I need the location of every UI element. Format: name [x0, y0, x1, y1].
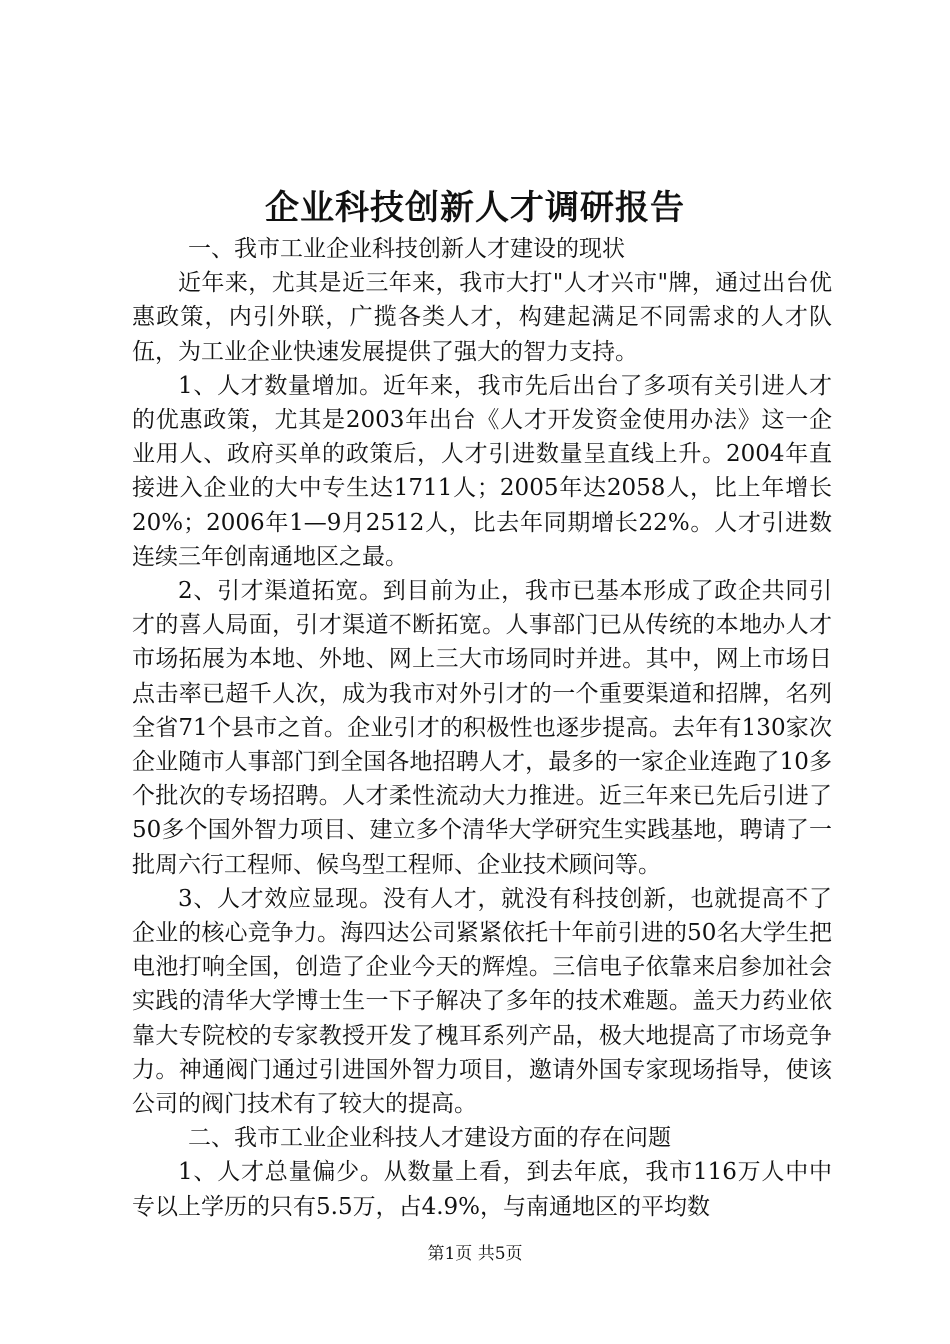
paragraph-item-2: 2、引才渠道拓宽。到目前为止，我市已基本形成了政企共同引才的喜人局面，引才渠道不断拓宽。人事部门已从传统的本地办人才市场拓展为本地、外地、网上三大市场同时并进。其中，网上市场日点击率已超千人次，成为我市对外引才的一个重要渠道和招牌，名列全省71个县市之首。企业引才的积极性也逐步提高。去年有130家次企业随市人事部门到全国各地招聘人才，最多的一家企业连跑了10多个批次的专场招聘。人才柔性流动大力推进。近三年来已先后引进了50多个国外智力项目、建立多个清华大学研究生实践基地，聘请了一批周六行工程师、候鸟型工程师、企业技术顾问等。: [132, 578, 832, 878]
paragraph-item-1: 1、人才数量增加。近年来，我市先后出台了多项有关引进人才的优惠政策，尤其是2003年出台《人才开发资金使用办法》这一企业用人、政府买单的政策后，人才引进数量呈直线上升。2004年直接进入企业的大中专生达1711人；2005年达2058人，比上年增长20%；2006年1—9月2512人，比去年同期增长22%。人才引进数连续三年创南通地区之最。: [132, 372, 832, 570]
document-title: 企业科技创新人才调研报告: [265, 188, 685, 228]
paragraph-intro: 近年来，尤其是近三年来，我市大打"人才兴市"牌，通过出台优惠政策，内引外联，广揽各类人才，构建起满足不同需求的人才队伍，为工业企业快速发展提供了强大的智力支持。: [132, 270, 832, 365]
paragraph-problem-1: 1、人才总量偏少。从数量上看，到去年底，我市116万人中中专以上学历的只有5.5万，占4.9%，与南通地区的平均数: [132, 1159, 832, 1220]
page-footer: 第1页 共5页: [427, 1244, 523, 1264]
section-heading-1: 一、我市工业企业科技创新人才建设的现状: [188, 236, 625, 262]
paragraph-item-3: 3、人才效应显现。没有人才，就没有科技创新，也就提高不了企业的核心竞争力。海四达公司紧紧依托十年前引进的50名大学生把电池打响全国，创造了企业今天的辉煌。三信电子依靠来启参加社会实践的清华大学博士生一下子解决了多年的技术难题。盖天力药业依靠大专院校的专家教授开发了槐耳系列产品，极大地提高了市场竞争力。神通阀门通过引进国外智力项目，邀请外国专家现场指导，使该公司的阀门技术有了较大的提高。: [132, 885, 832, 1118]
document-body: [132, 232, 832, 1224]
section-heading-2: 二、我市工业企业科技人才建设方面的存在问题: [188, 1125, 671, 1152]
